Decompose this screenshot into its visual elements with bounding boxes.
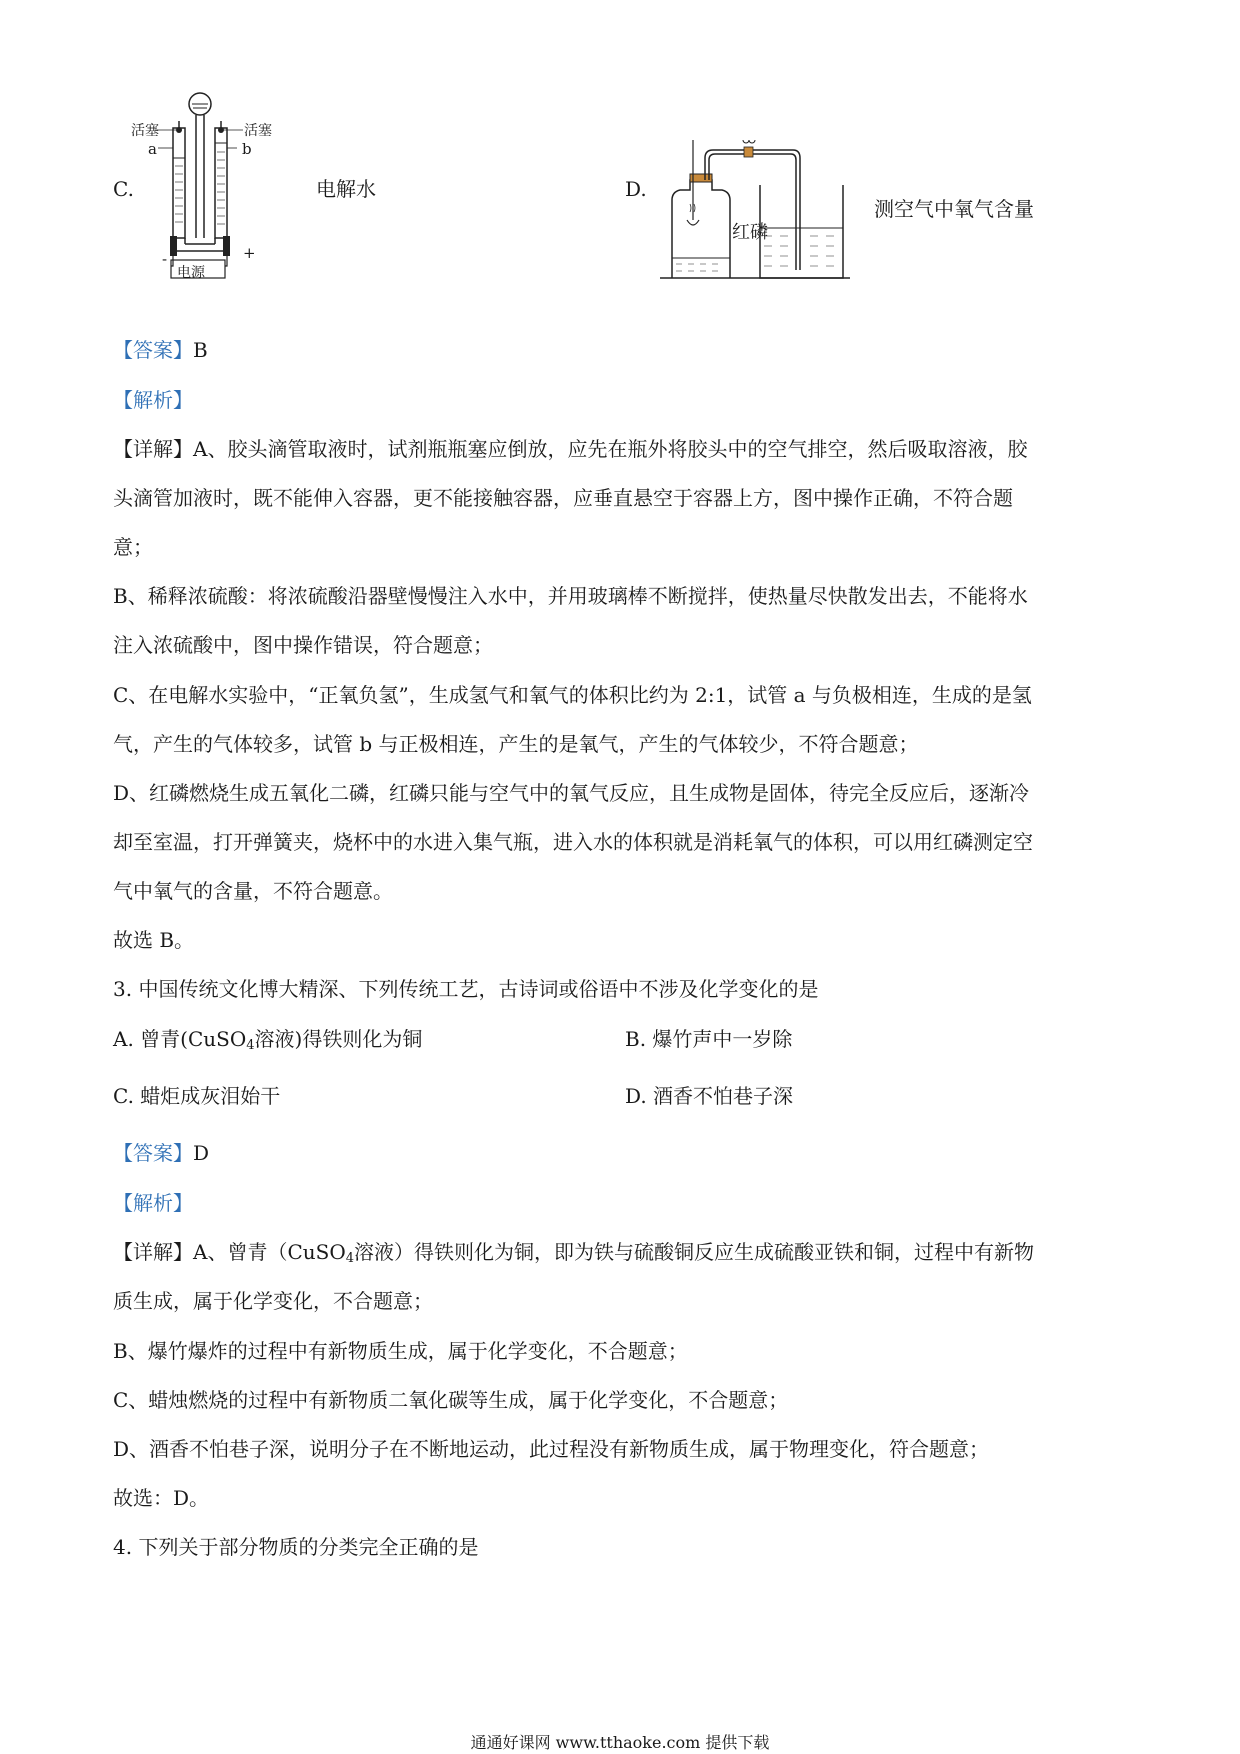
q3-detail-line: C、蜡烛燃烧的过程中有新物质二氧化碳等生成，属于化学变化，不合题意； [113, 1388, 789, 1412]
subscript: 4 [345, 1251, 355, 1266]
q3-option-b: B. 爆竹声中一岁除 [625, 1027, 793, 1051]
q3-stem: 3. 中国传统文化博大精深、下列传统工艺，古诗词或俗语中不涉及化学变化的是 [113, 977, 819, 1001]
q3-detail-line: D、酒香不怕巷子深，说明分子在不断地运动，此过程没有新物质生成，属于物理变化，符合题意； [113, 1437, 990, 1461]
q2-detail-line: 头滴管加液时，既不能伸入容器，更不能接触容器，应垂直悬空于容器上方，图中操作正确，不符合题 [113, 486, 1013, 510]
stopcock-left-label: 活塞 [131, 123, 159, 139]
q2-detail-line: B、稀释浓硫酸：将浓硫酸沿器壁慢慢注入水中，并用玻璃棒不断搅拌，使热量尽快散发出去，不能将水 [113, 584, 1028, 608]
page-footer: 通通好课网 www.tthaoke.com 提供下载 [470, 1733, 770, 1752]
q3-detail-line [113, 1239, 1034, 1272]
q4-stem: 4. 下列关于部分物质的分类完全正确的是 [113, 1535, 479, 1559]
power-source-label: 电源 [177, 265, 205, 281]
q3-analysis-heading: 【解析】 [113, 1191, 193, 1215]
answer-value: B [193, 338, 208, 362]
q2-answer [113, 337, 208, 363]
q2-detail-line: D、红磷燃烧生成五氧化二磷，红磷只能与空气中的氧气反应，且生成物是固体，待完全反应后，逐渐冷 [113, 781, 1030, 805]
q3-conclusion: 故选：D。 [113, 1486, 210, 1510]
answer-tag: 【答案】 [113, 1141, 193, 1165]
answer-tag: 【答案】 [113, 338, 193, 362]
q3-option-a-text: A. 曾青(CuSO [113, 1027, 247, 1051]
q2-detail-line [113, 436, 1027, 462]
figure-d-caption: 测空气中氧气含量 [874, 197, 1034, 221]
q3-option-a-text: 溶液)得铁则化为铜 [254, 1027, 423, 1051]
q3-text: A、曾青（CuSO [193, 1240, 346, 1264]
q2-detail-line: 注入浓硫酸中，图中操作错误，符合题意； [113, 633, 493, 657]
detail-tag: 【详解】 [113, 437, 193, 461]
plus-pole-label: + [243, 244, 256, 262]
q2-conclusion: 故选 B。 [113, 928, 195, 952]
q3-option-c: C. 蜡炬成灰泪始干 [113, 1084, 281, 1108]
q2-text: A、胶头滴管取液时，试剂瓶瓶塞应倒放，应先在瓶外将胶头中的空气排空，然后吸取溶液，胶 [193, 437, 1028, 461]
figure-c-caption: 电解水 [316, 177, 376, 201]
q2-detail-line: 气中氧气的含量，不符合题意。 [113, 879, 393, 903]
q3-detail-line: B、爆竹爆炸的过程中有新物质生成，属于化学变化，不合题意； [113, 1339, 688, 1363]
red-phosphorus-label: 红磷 [732, 222, 768, 243]
q3-text: 溶液）得铁则化为铜，即为铁与硫酸铜反应生成硫酸亚铁和铜，过程中有新物 [354, 1240, 1035, 1264]
tube-b-label: b [242, 140, 252, 158]
q2-detail-line: 却至室温，打开弹簧夹，烧杯中的水进入集气瓶，进入水的体积就是消耗氧气的体积，可以用红磷测定空 [113, 830, 1033, 854]
q3-detail-line: 质生成，属于化学变化，不合题意； [113, 1289, 433, 1313]
stopcock-right-label: 活塞 [244, 123, 272, 139]
oxygen-measurement-figure [660, 140, 855, 280]
detail-tag: 【详解】 [113, 1240, 193, 1264]
q2-detail-line: C、在电解水实验中，“正氧负氢”，生成氢气和氧气的体积比约为 2:1，试管 a 与负极相连，生成的是氢 [113, 683, 1032, 707]
minus-pole-label: - [162, 250, 168, 268]
q3-option-a [113, 1026, 422, 1059]
q3-option-d: D. 酒香不怕巷子深 [625, 1084, 794, 1108]
subscript: 4 [246, 1038, 255, 1053]
q2-analysis-heading: 【解析】 [113, 388, 193, 412]
tube-a-label: a [148, 140, 157, 158]
option-d-label: D. [625, 177, 647, 201]
q3-answer [113, 1140, 209, 1166]
option-c-label: C. [113, 177, 134, 201]
q2-detail-line: 意； [113, 535, 153, 559]
q2-detail-line: 气，产生的气体较多，试管 b 与正极相连，产生的是氧气，产生的气体较少，不符合题意； [113, 732, 919, 756]
answer-value: D [193, 1141, 210, 1165]
